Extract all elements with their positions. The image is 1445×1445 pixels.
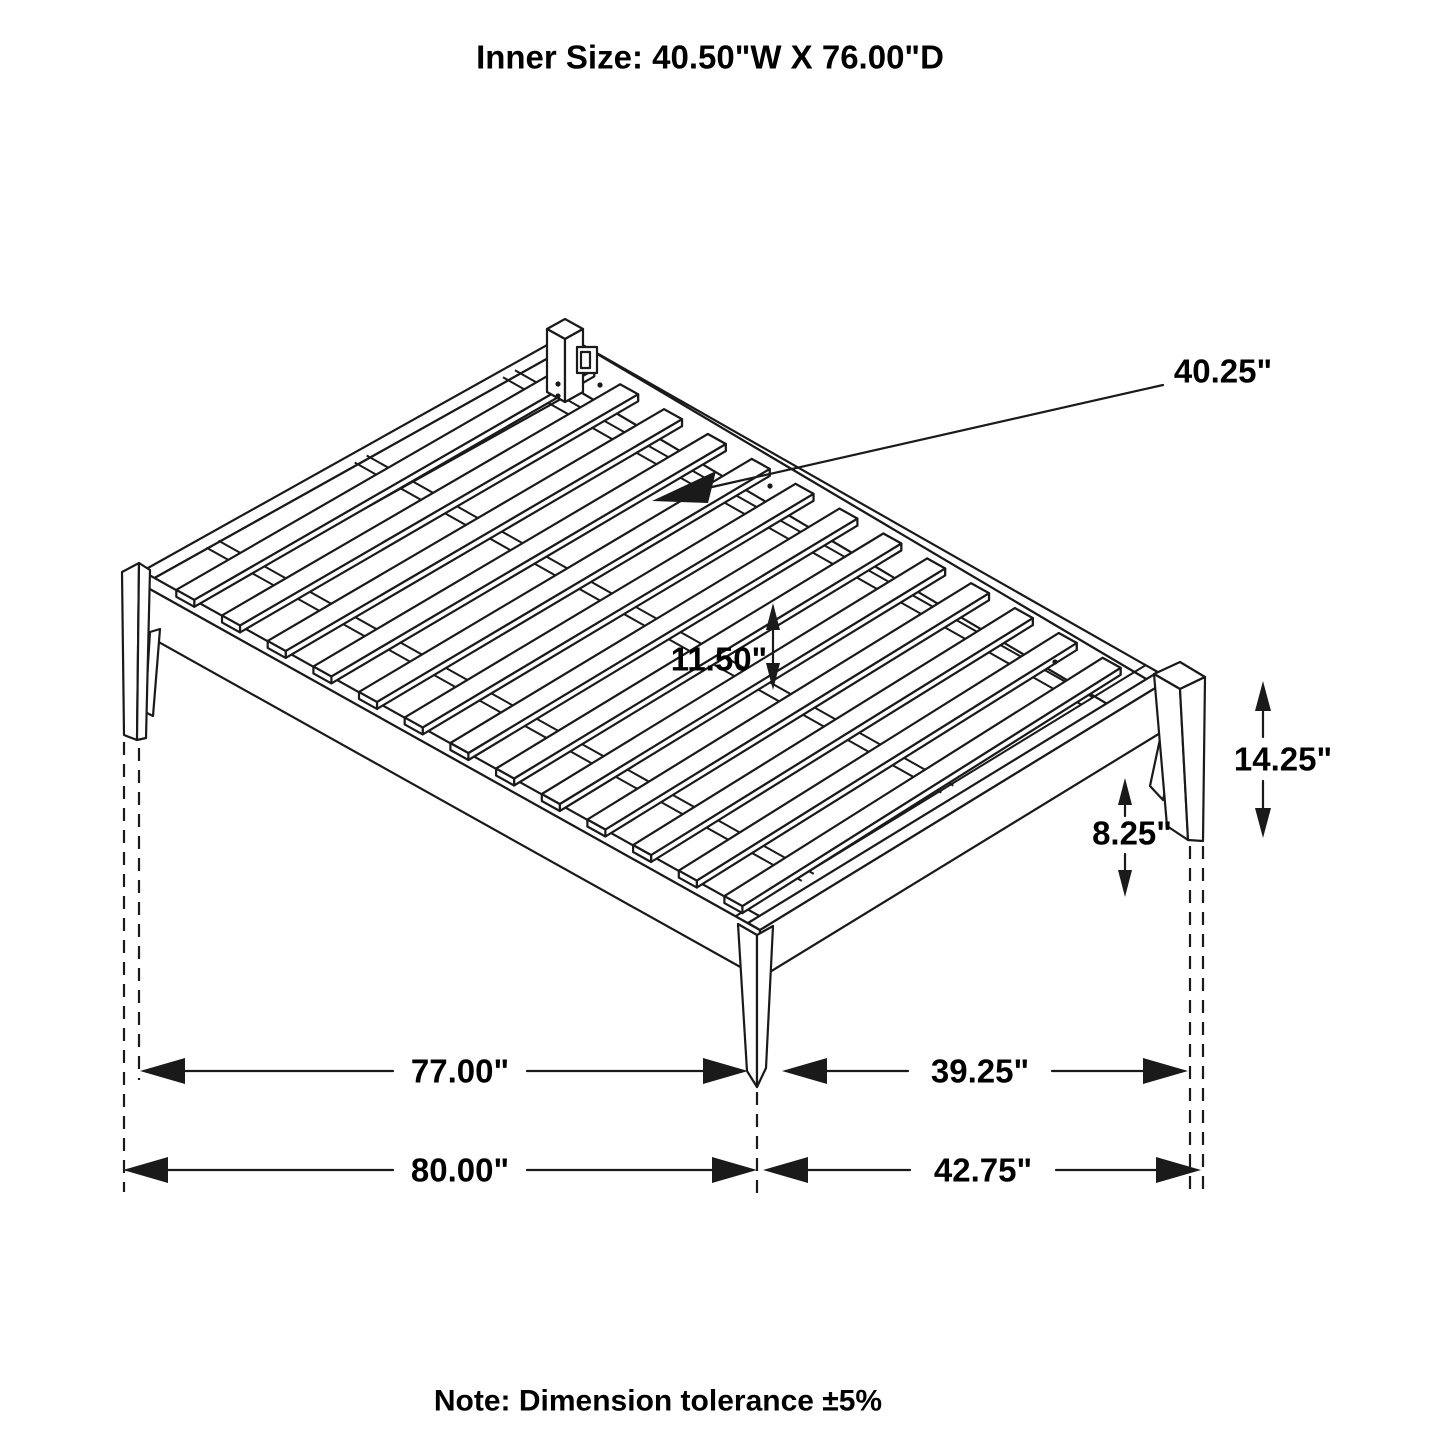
dim-label-slat-length: 40.25" [1173, 352, 1273, 390]
leader-line-40-25 [712, 385, 1163, 487]
front-leg-left-face [738, 924, 757, 1087]
arrow-left-42-75 [763, 1157, 808, 1183]
arrow-right-77-00 [703, 1058, 748, 1084]
corner-bracket-slot [581, 352, 590, 368]
dim-label-11-50: 11.50" [670, 640, 768, 678]
dim-label-42-75: 42.75" [933, 1151, 1033, 1189]
front-leg-right-face [757, 926, 773, 1087]
arrow-right-80-00 [712, 1157, 757, 1183]
arrow-right-42-75 [1156, 1157, 1201, 1183]
arrow-left-39-25 [782, 1058, 827, 1084]
dim-label-8-25: 8.25" [1092, 814, 1172, 852]
tolerance-note: Note: Dimension tolerance ±5% [433, 1384, 883, 1418]
arrow-up-14-25 [1255, 681, 1271, 711]
arrow-left-77-00 [140, 1058, 185, 1084]
screw-dot [1052, 659, 1057, 664]
screw-dot [555, 393, 560, 398]
arrow-right-39-25 [1143, 1058, 1188, 1084]
screw-dot [597, 382, 602, 387]
dim-label-14-25: 14.25" [1233, 740, 1333, 778]
diagram-title: Inner Size: 40.50"W X 76.00"D [476, 38, 944, 76]
dim-label-77-00: 77.00" [410, 1052, 510, 1090]
arrow-left-80-00 [123, 1157, 168, 1183]
dim-label-39-25: 39.25" [930, 1052, 1030, 1090]
rear-post-left-face [547, 329, 565, 402]
projection-lines [124, 742, 1203, 1198]
screw-dot [767, 483, 772, 488]
arrow-down-14-25 [1255, 808, 1271, 838]
screw-dot [555, 381, 560, 386]
dim-label-80-00: 80.00" [410, 1151, 510, 1189]
arrow-down-8-25 [1118, 870, 1132, 897]
arrow-up-8-25 [1118, 778, 1132, 805]
